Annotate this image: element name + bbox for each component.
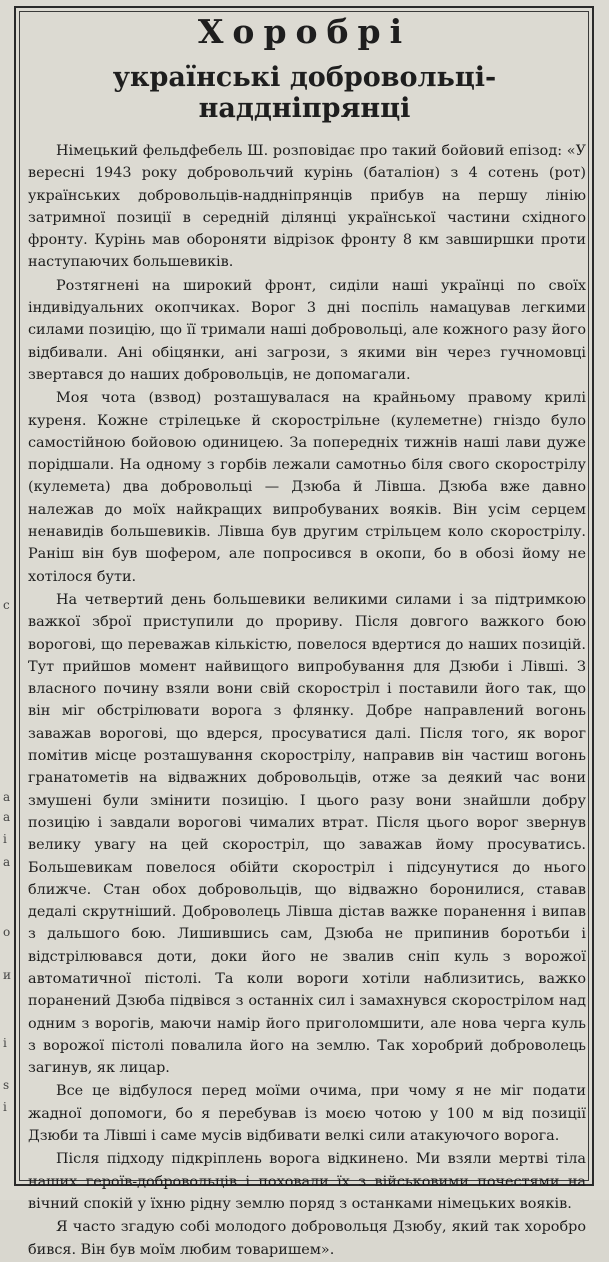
article-paragraph: Я часто згадую собі молодого добровольця Дзюбу, який так хоробро бився. Він був моїм любим товаришем».	[28, 1219, 586, 1258]
margin-fragment: и	[3, 968, 11, 982]
margin-fragment: о	[3, 925, 11, 939]
subtitle-line-1: українські добровольці-	[112, 62, 497, 93]
article-paragraph: Розтягнені на широкий фронт, сиділи наші українці по своїх індивідуальних окопчиках. Ворог 3 дні поспіль намацував легкими силами позицію, що її тримали наші добровольці, але кожного разу його відбивали. Ані обіцянки, ані загрози, з якими він через гучномовці звертався до наших добровольців, не допомагали.	[28, 277, 586, 383]
article-paragraph: Німецький фельдфебель Ш. розповідає про такий бойовий епізод: «У вересні 1943 року добровольчий курінь (баталіон) з 4 сотень (рот) українських добровольців-наддніпрянців прибув на першу лінію затримної позиції в середній ділянці української частини східного фронту. Курінь мав обороняти відрізок фронту 8 км завширшки проти наступаючих большевиків.	[28, 143, 586, 271]
article-paragraph: На четвертий день большевики великими силами і за підтримкою важкої зброї приступили до прориву. Після довгого важкого бою ворогові, що переважав кількістю, повелося вдертися до наших позицій. Тут прийшов момент найвищого випробування для Дзюби і Лівші. З власного почину взяли вони свій скоростріл і поставили його так, що він міг обстрілювати ворога з флянку. Добре направлений вогонь заважав ворогові, що вдерся, просуватися далі. Після того, як ворог помітив місце розташування скорострілу, направив він частиш вогонь гранатометів на відважних добровольців, отже за деякий час вони змушені були змінити позицію. І цього разу вони знайшли добру позицію і завдали ворогові чималих втрат. Після цього ворог звернув велику увагу на цей скоростріл, що заважав йому просуватись. Большевикам повелося обійти скоростріл і підсунутися до нього ближче. Стан обох добровольців, що відважно боронилися, ставав дедалі скрутніший. Доброволець Лівша дістав важке поранення і випав з дальшого бою. Лишившись сам, Дзюба не припинив боротьби і відстрілювався доти, доки його не звалив сніп куль з ворожої автоматичної пістолі. Та коли вороги хотіли наблизитись, важко поранений Дзюба підвівся з останніх сил і замахнувся скорострілом над одним з ворогів, маючи намір його приголомшити, але нова черга куль з ворожої пістолі повалила його на землю. Так хоробрий доброволець загинув, як лицар.	[28, 591, 586, 1077]
margin-fragment: s	[3, 1078, 10, 1092]
margin-fragment: а	[3, 855, 11, 869]
margin-fragment: i	[3, 1100, 7, 1114]
article-paragraph: Все це відбулося перед моїми очима, при чому я не міг подати жадної допомоги, бо я перебував із моєю чотою у 100 м від позиції Дзюби та Лівші і саме мусів відбивати велкі сили атакуючого ворога.	[28, 1083, 586, 1145]
margin-fragment: а	[3, 810, 11, 824]
adjacent-column-fragments	[1, 0, 13, 1200]
article-body	[28, 140, 586, 1262]
article-subtitle	[0, 62, 609, 124]
article-title: Хоробрі	[197, 12, 412, 51]
margin-fragment: і	[3, 832, 7, 846]
subtitle-line-2: наддніпрянці	[198, 93, 411, 124]
margin-fragment: i	[3, 1036, 7, 1050]
margin-fragment: с	[3, 598, 10, 612]
article-paragraph: Моя чота (взвод) розташувалася на крайньому правому крилі куреня. Кожне стрілецьке й скорострільне (кулеметне) гніздо було самостійною бойовою одиницею. За попередніх тижнів наші лави дуже порідшали. На одному з горбів лежали самотньо біля свого скорострілу (кулемета) два добровольці — Дзюба й Лівша. Дзюба вже давно належав до моїх найкращих випробуваних вояків. Він усім серцем ненавидів большевиків. Лівша був другим стрільцем коло скорострілу. Раніш він був шофером, але попросився в окопи, бо в обозі йому не хотілося бути.	[28, 390, 586, 585]
margin-fragment: а	[3, 790, 11, 804]
article-paragraph: Після підходу підкріплень ворога відкинено. Ми взяли мертві тіла наших героїв-добровольців і поховали їх з військовими почестями на вічний спокій у їхню рідну землю поряд з останками німецьких вояків.	[28, 1151, 586, 1212]
